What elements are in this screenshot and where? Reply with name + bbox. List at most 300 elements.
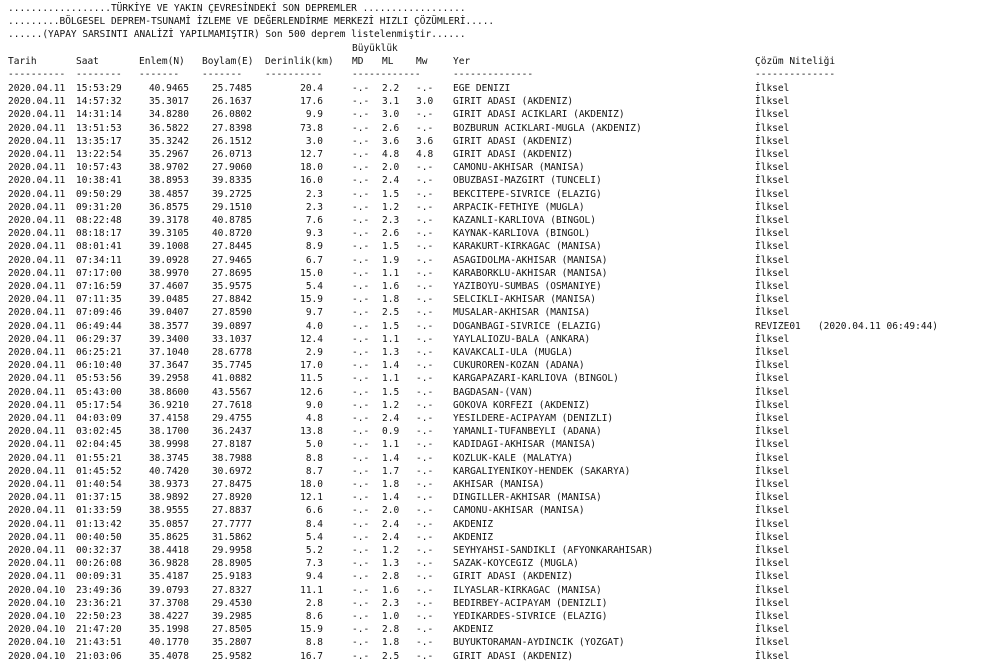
cell-derinlik: 9.0 (305, 399, 323, 411)
cell-boylam: 29.4530 (211, 597, 252, 609)
cell-enlem: 37.1040 (148, 347, 189, 358)
cell-ml: 1.1 (382, 439, 400, 451)
cell-md: -.- (352, 505, 370, 517)
cell-mw: -.- (416, 201, 434, 213)
sep-boylam: ------- (202, 69, 243, 80)
cell-md: -.- (352, 281, 370, 292)
cell-derinlik: 4.0 (305, 320, 323, 332)
cell-yer: BEKCITEPE-SIVRICE (ELAZIG) (453, 188, 602, 200)
cell-yer: SELCIKLI-AKHISAR (MANISA) (453, 294, 596, 306)
cell-cozum: İlksel (755, 518, 790, 530)
header-line-1: ..................TÜRKİYE VE YAKIN ÇEVRESİNDEKİ SON DEPREMLER .................. (8, 3, 466, 14)
cell-enlem: 39.3178 (148, 215, 189, 226)
cell-yer: BEDIRBEY-ACIPAYAM (DENIZLI) (453, 597, 608, 609)
cell-derinlik: 2.3 (305, 188, 323, 200)
cell-ml: 2.4 (382, 175, 400, 187)
cell-tarih: 2020.04.11 (8, 83, 66, 94)
cell-mw: -.- (416, 426, 434, 438)
cell-enlem: 38.3745 (148, 452, 189, 464)
cell-boylam: 27.8327 (211, 584, 252, 596)
cell-ml: 2.5 (382, 650, 400, 662)
cell-saat: 21:03:06 (76, 650, 122, 662)
cell-saat: 03:02:45 (76, 426, 122, 438)
cell-boylam: 27.8695 (211, 267, 252, 279)
sep-enlem: ------- (139, 69, 180, 80)
cell-ml: 2.2 (382, 83, 400, 94)
cell-yer: SEYHYAHSI-SANDIKLI (AFYONKARAHISAR) (453, 545, 654, 556)
cell-cozum: İlksel (755, 545, 790, 556)
magnitude-group-row (8, 42, 398, 55)
cell-tarih: 2020.04.11 (8, 254, 66, 266)
cell-md: -.- (352, 399, 370, 411)
cell-mw: -.- (416, 531, 434, 543)
cell-derinlik: 20.4 (300, 83, 323, 94)
cell-derinlik: 8.6 (305, 611, 323, 622)
cell-saat: 01:37:15 (76, 492, 122, 504)
cell-saat: 08:18:17 (76, 228, 122, 240)
cell-tarih: 2020.04.11 (8, 149, 66, 160)
col-enlem-header: Enlem(N) (139, 56, 185, 67)
cell-ml: 1.8 (382, 479, 400, 490)
cell-derinlik: 12.7 (300, 149, 323, 160)
cell-md: -.- (352, 122, 370, 134)
cell-mw: -.- (416, 267, 434, 279)
cell-saat: 00:32:37 (76, 545, 122, 556)
cell-yer: ILYASLAR-KIRKAGAC (MANISA) (453, 584, 602, 596)
cell-yer: YESILDERE-ACIPAYAM (DENIZLI) (453, 413, 614, 424)
cell-derinlik: 16.7 (300, 650, 323, 662)
cell-yer: CAMONU-AKHISAR (MANISA) (453, 162, 585, 174)
cell-boylam: 27.8590 (211, 307, 252, 319)
cell-ml: 2.4 (382, 413, 400, 424)
cell-enlem: 38.4418 (148, 545, 189, 556)
cell-md: -.- (352, 597, 370, 609)
cell-md: -.- (352, 439, 370, 451)
cell-ml: 1.0 (382, 611, 400, 622)
cell-enlem: 36.9828 (148, 558, 189, 570)
cell-yer: KARGAPAZARI-KARLIOVA (BINGOL) (453, 373, 619, 385)
cell-tarih: 2020.04.11 (8, 267, 66, 279)
cell-derinlik: 5.4 (305, 281, 323, 292)
cell-tarih: 2020.04.11 (8, 399, 66, 411)
cell-derinlik: 8.7 (305, 465, 323, 477)
cell-boylam: 26.1637 (211, 96, 252, 108)
separator-row (8, 68, 836, 81)
cell-derinlik: 8.4 (305, 518, 323, 530)
cell-ml: 1.5 (382, 188, 400, 200)
cell-derinlik: 16.0 (300, 175, 323, 187)
cell-cozum: İlksel (755, 122, 790, 134)
sep-tarih: ---------- (8, 69, 66, 80)
cell-ml: 4.8 (382, 149, 400, 160)
cell-saat: 07:11:35 (76, 294, 122, 306)
cell-yer: YAYLALIOZU-BALA (ANKARA) (453, 333, 591, 345)
cell-saat: 01:45:52 (76, 465, 122, 477)
cell-yer: KAZANLI-KARLIOVA (BINGOL) (453, 215, 596, 226)
cell-cozum: İlksel (755, 267, 790, 279)
cell-derinlik: 13.8 (300, 426, 323, 438)
cell-derinlik: 2.9 (305, 347, 323, 358)
cell-saat: 07:34:11 (76, 254, 122, 266)
cell-boylam: 26.0802 (211, 109, 252, 121)
cell-boylam: 30.6972 (211, 465, 252, 477)
cell-yer: EGE DENIZI (453, 83, 511, 94)
cell-enlem: 39.3400 (148, 333, 189, 345)
cell-derinlik: 73.8 (300, 122, 323, 134)
cell-mw: -.- (416, 109, 434, 121)
col-ml-header: ML (382, 56, 394, 67)
cell-mw: -.- (416, 399, 434, 411)
cell-tarih: 2020.04.11 (8, 281, 66, 292)
cell-mw: 4.8 (416, 149, 434, 160)
cell-tarih: 2020.04.11 (8, 439, 66, 451)
cell-cozum: İlksel (755, 188, 790, 200)
cell-mw: 3.0 (416, 96, 434, 108)
cell-cozum: İlksel (755, 452, 790, 464)
cell-mw: -.- (416, 545, 434, 556)
cell-mw: -.- (416, 597, 434, 609)
cell-enlem: 38.8600 (148, 386, 189, 398)
cell-boylam: 25.7485 (211, 83, 252, 94)
cell-saat: 14:31:14 (76, 109, 122, 121)
cell-tarih: 2020.04.10 (8, 611, 66, 622)
cell-boylam: 36.2437 (211, 426, 252, 438)
cell-tarih: 2020.04.10 (8, 584, 66, 596)
cell-saat: 15:53:29 (76, 83, 122, 94)
cell-saat: 09:50:29 (76, 188, 122, 200)
cell-derinlik: 4.8 (305, 413, 323, 424)
cell-tarih: 2020.04.11 (8, 413, 66, 424)
cell-saat: 01:55:21 (76, 452, 122, 464)
cell-derinlik: 11.5 (300, 373, 323, 385)
cell-cozum: İlksel (755, 307, 790, 319)
cell-boylam: 40.8720 (211, 228, 252, 240)
cell-md: -.- (352, 413, 370, 424)
cell-tarih: 2020.04.11 (8, 571, 66, 583)
cell-enlem: 39.0407 (148, 307, 189, 319)
cell-enlem: 35.0857 (148, 518, 189, 530)
cell-tarih: 2020.04.11 (8, 479, 66, 490)
cell-tarih: 2020.04.11 (8, 188, 66, 200)
cell-derinlik: 8.9 (305, 241, 323, 253)
cell-md: -.- (352, 545, 370, 556)
cell-boylam: 39.0897 (211, 320, 252, 332)
cell-yer: KAYNAK-KARLIOVA (BINGOL) (453, 228, 591, 240)
cell-ml: 1.4 (382, 492, 400, 504)
cell-saat: 06:10:40 (76, 360, 122, 372)
cell-md: -.- (352, 175, 370, 187)
cell-derinlik: 3.0 (305, 135, 323, 147)
cell-ml: 2.4 (382, 518, 400, 530)
cell-enlem: 39.1008 (148, 241, 189, 253)
cell-md: -.- (352, 241, 370, 253)
cell-cozum: İlksel (755, 611, 790, 622)
cell-saat: 06:29:37 (76, 333, 122, 345)
cell-derinlik: 7.3 (305, 558, 323, 570)
cell-saat: 04:03:09 (76, 413, 122, 424)
cell-yer: GIRIT ADASI (AKDENIZ) (453, 571, 574, 583)
cell-derinlik: 5.4 (305, 531, 323, 543)
cell-boylam: 35.9575 (211, 281, 252, 292)
cell-enlem: 40.9465 (148, 83, 189, 94)
cell-ml: 1.3 (382, 347, 400, 358)
cell-ml: 1.1 (382, 373, 400, 385)
cell-boylam: 27.7618 (211, 399, 252, 411)
cell-enlem: 38.9998 (148, 439, 189, 451)
cell-md: -.- (352, 333, 370, 345)
cell-boylam: 33.1037 (211, 333, 252, 345)
cell-yer: YEDIKARDES-SIVRICE (ELAZIG) (453, 611, 608, 622)
cell-md: -.- (352, 426, 370, 438)
cell-tarih: 2020.04.11 (8, 320, 66, 332)
cell-md: -.- (352, 373, 370, 385)
cell-cozum: İlksel (755, 83, 790, 94)
cell-cozum: İlksel (755, 281, 790, 292)
cell-enlem: 35.1998 (148, 624, 189, 636)
cell-ml: 1.9 (382, 254, 400, 266)
cell-saat: 23:49:36 (76, 584, 122, 596)
cell-saat: 05:17:54 (76, 399, 122, 411)
cell-saat: 21:47:20 (76, 624, 122, 636)
col-mw-header: Mw (416, 56, 428, 67)
col-tarih-header: Tarih (8, 56, 37, 67)
cell-yer: AKDENIZ (453, 624, 494, 636)
cell-ml: 1.2 (382, 545, 400, 556)
cell-boylam: 27.8398 (211, 122, 252, 134)
cell-derinlik: 17.0 (300, 360, 323, 372)
cell-mw: -.- (416, 281, 434, 292)
cell-derinlik: 15.9 (300, 294, 323, 306)
cell-enlem: 34.8280 (148, 109, 189, 121)
cell-mw: -.- (416, 611, 434, 622)
cell-boylam: 43.5567 (211, 386, 252, 398)
cell-enlem: 36.9210 (148, 399, 189, 411)
cell-boylam: 27.8505 (211, 624, 252, 636)
cell-boylam: 27.7777 (211, 518, 252, 530)
cell-boylam: 31.5862 (211, 531, 252, 543)
cell-yer: AKHISAR (MANISA) (453, 479, 545, 490)
sep-magnitude: ------------ (352, 69, 421, 80)
sep-cozum: -------------- (755, 69, 836, 80)
cell-mw: -.- (416, 188, 434, 200)
cell-yer: CUKUROREN-KOZAN (ADANA) (453, 360, 585, 372)
cell-md: -.- (352, 320, 370, 332)
cell-mw: -.- (416, 558, 434, 570)
cell-md: -.- (352, 452, 370, 464)
cell-cozum: İlksel (755, 360, 790, 372)
cell-boylam: 41.0882 (211, 373, 252, 385)
cell-ml: 2.0 (382, 162, 400, 174)
cell-md: -.- (352, 558, 370, 570)
cell-cozum: REVIZE01 (2020.04.11 06:49:44) (755, 320, 939, 332)
cell-ml: 2.8 (382, 624, 400, 636)
cell-yer: MUSALAR-AKHISAR (MANISA) (453, 307, 591, 319)
cell-enlem: 38.4227 (148, 611, 189, 622)
cell-ml: 3.6 (382, 135, 400, 147)
cell-mw: -.- (416, 254, 434, 266)
cell-mw: -.- (416, 518, 434, 530)
cell-md: -.- (352, 83, 370, 94)
cell-tarih: 2020.04.11 (8, 452, 66, 464)
cell-mw: -.- (416, 228, 434, 240)
cell-derinlik: 6.7 (305, 254, 323, 266)
cell-cozum: İlksel (755, 373, 790, 385)
cell-saat: 01:13:42 (76, 518, 122, 530)
cell-cozum: İlksel (755, 96, 790, 108)
cell-tarih: 2020.04.10 (8, 650, 66, 662)
cell-ml: 3.0 (382, 109, 400, 121)
cell-md: -.- (352, 307, 370, 319)
cell-enlem: 40.7420 (148, 465, 189, 477)
cell-tarih: 2020.04.11 (8, 135, 66, 147)
cell-md: -.- (352, 267, 370, 279)
cell-tarih: 2020.04.11 (8, 175, 66, 187)
cell-enlem: 38.4857 (148, 188, 189, 200)
cell-tarih: 2020.04.11 (8, 558, 66, 570)
cell-ml: 2.6 (382, 228, 400, 240)
cell-boylam: 28.8905 (211, 558, 252, 570)
cell-enlem: 38.9702 (148, 162, 189, 174)
cell-yer: OBUZBASI-MAZGIRT (TUNCELI) (453, 175, 602, 187)
cell-tarih: 2020.04.11 (8, 307, 66, 319)
cell-ml: 2.8 (382, 571, 400, 583)
cell-enlem: 38.9373 (148, 479, 189, 490)
cell-cozum: İlksel (755, 399, 790, 411)
cell-derinlik: 9.4 (305, 571, 323, 583)
cell-enlem: 39.0928 (148, 254, 189, 266)
cell-md: -.- (352, 228, 370, 240)
cell-enlem: 35.3017 (148, 96, 189, 108)
cell-md: -.- (352, 109, 370, 121)
cell-derinlik: 2.3 (305, 201, 323, 213)
cell-cozum: İlksel (755, 584, 790, 596)
cell-tarih: 2020.04.10 (8, 597, 66, 609)
header-line-2: .........BÖLGESEL DEPREM-TSUNAMİ İZLEME VE DEĞERLENDİRME MERKEZİ HIZLI ÇÖZÜMLERİ..... (8, 16, 495, 27)
cell-saat: 13:35:17 (76, 135, 122, 147)
cell-cozum: İlksel (755, 162, 790, 174)
cell-derinlik: 9.9 (305, 109, 323, 121)
sep-derinlik: ---------- (265, 69, 323, 80)
cell-mw: -.- (416, 333, 434, 345)
cell-md: -.- (352, 347, 370, 358)
cell-yer: GIRIT ADASI (AKDENIZ) (453, 650, 574, 662)
cell-boylam: 29.4755 (211, 413, 252, 424)
cell-derinlik: 9.3 (305, 228, 323, 240)
cell-cozum: İlksel (755, 492, 790, 504)
cell-boylam: 40.8785 (211, 215, 252, 226)
cell-md: -.- (352, 386, 370, 398)
cell-derinlik: 6.6 (305, 505, 323, 517)
cell-mw: -.- (416, 360, 434, 372)
cell-md: -.- (352, 637, 370, 649)
cell-ml: 2.0 (382, 505, 400, 517)
cell-cozum: İlksel (755, 505, 790, 517)
cell-yer: KOZLUK-KALE (MALATYA) (453, 452, 574, 464)
cell-ml: 1.7 (382, 465, 400, 477)
cell-boylam: 39.8335 (211, 175, 252, 187)
cell-mw: -.- (416, 83, 434, 94)
col-boylam-header: Boylam(E) (202, 56, 254, 67)
cell-boylam: 27.8837 (211, 505, 252, 517)
cell-yer: KARGALIYENIKOY-HENDEK (SAKARYA) (453, 465, 631, 477)
col-saat-header: Saat (76, 56, 99, 67)
cell-yer: KAVAKCALI-ULA (MUGLA) (453, 347, 574, 358)
cell-cozum: İlksel (755, 201, 790, 213)
cell-derinlik: 8.8 (305, 637, 323, 649)
cell-enlem: 37.3647 (148, 360, 189, 372)
cell-tarih: 2020.04.11 (8, 294, 66, 306)
cell-yer: BUYUKTORAMAN-AYDINCIK (YOZGAT) (453, 637, 625, 649)
cell-cozum: İlksel (755, 479, 790, 490)
cell-mw: -.- (416, 294, 434, 306)
cell-enlem: 38.3577 (148, 320, 189, 332)
cell-yer: KADIDAGI-AKHISAR (MANISA) (453, 439, 596, 451)
cell-cozum: İlksel (755, 624, 790, 636)
cell-enlem: 38.9555 (148, 505, 189, 517)
cell-enlem: 38.1700 (148, 426, 189, 438)
cell-md: -.- (352, 492, 370, 504)
cell-boylam: 29.1510 (211, 201, 252, 213)
cell-boylam: 39.2725 (211, 188, 252, 200)
cell-enlem: 36.5822 (148, 122, 189, 134)
cell-cozum: İlksel (755, 241, 790, 253)
cell-saat: 06:49:44 (76, 320, 122, 332)
cell-saat: 00:09:31 (76, 571, 122, 583)
cell-saat: 05:43:00 (76, 386, 122, 398)
cell-yer: ASAGIDOLMA-AKHISAR (MANISA) (453, 254, 608, 266)
cell-mw: 3.6 (416, 135, 434, 147)
cell-ml: 1.2 (382, 201, 400, 213)
cell-ml: 2.3 (382, 215, 400, 226)
cell-cozum: İlksel (755, 597, 790, 609)
cell-derinlik: 12.6 (300, 386, 323, 398)
cell-cozum: İlksel (755, 149, 790, 160)
cell-saat: 14:57:32 (76, 96, 122, 108)
cell-tarih: 2020.04.11 (8, 373, 66, 385)
cell-enlem: 37.4158 (148, 413, 189, 424)
cell-saat: 01:33:59 (76, 505, 122, 517)
cell-derinlik: 9.7 (305, 307, 323, 319)
cell-cozum: İlksel (755, 228, 790, 240)
cell-md: -.- (352, 360, 370, 372)
cell-tarih: 2020.04.11 (8, 518, 66, 530)
cell-enlem: 35.4187 (148, 571, 189, 583)
cell-tarih: 2020.04.11 (8, 96, 66, 108)
cell-saat: 21:43:51 (76, 637, 122, 649)
cell-derinlik: 12.1 (300, 492, 323, 504)
cell-boylam: 28.6778 (211, 347, 252, 358)
cell-yer: ARPACIK-FETHIYE (MUGLA) (453, 201, 585, 213)
cell-derinlik: 12.4 (300, 333, 323, 345)
cell-mw: -.- (416, 215, 434, 226)
cell-derinlik: 5.0 (305, 439, 323, 451)
cell-enlem: 39.3105 (148, 228, 189, 240)
cell-tarih: 2020.04.11 (8, 360, 66, 372)
cell-ml: 1.5 (382, 320, 400, 332)
cell-boylam: 39.2985 (211, 611, 252, 622)
cell-md: -.- (352, 624, 370, 636)
cell-md: -.- (352, 254, 370, 266)
cell-derinlik: 18.0 (300, 162, 323, 174)
cell-cozum: İlksel (755, 531, 790, 543)
cell-tarih: 2020.04.11 (8, 162, 66, 174)
cell-enlem: 38.9970 (148, 267, 189, 279)
cell-derinlik: 17.6 (300, 96, 323, 108)
col-derinlik-header: Derinlik(km) (265, 56, 334, 67)
cell-boylam: 27.8842 (211, 294, 252, 306)
cell-yer: CAMONU-AKHISAR (MANISA) (453, 505, 585, 517)
magnitude-group-label: Büyüklük (352, 43, 398, 54)
